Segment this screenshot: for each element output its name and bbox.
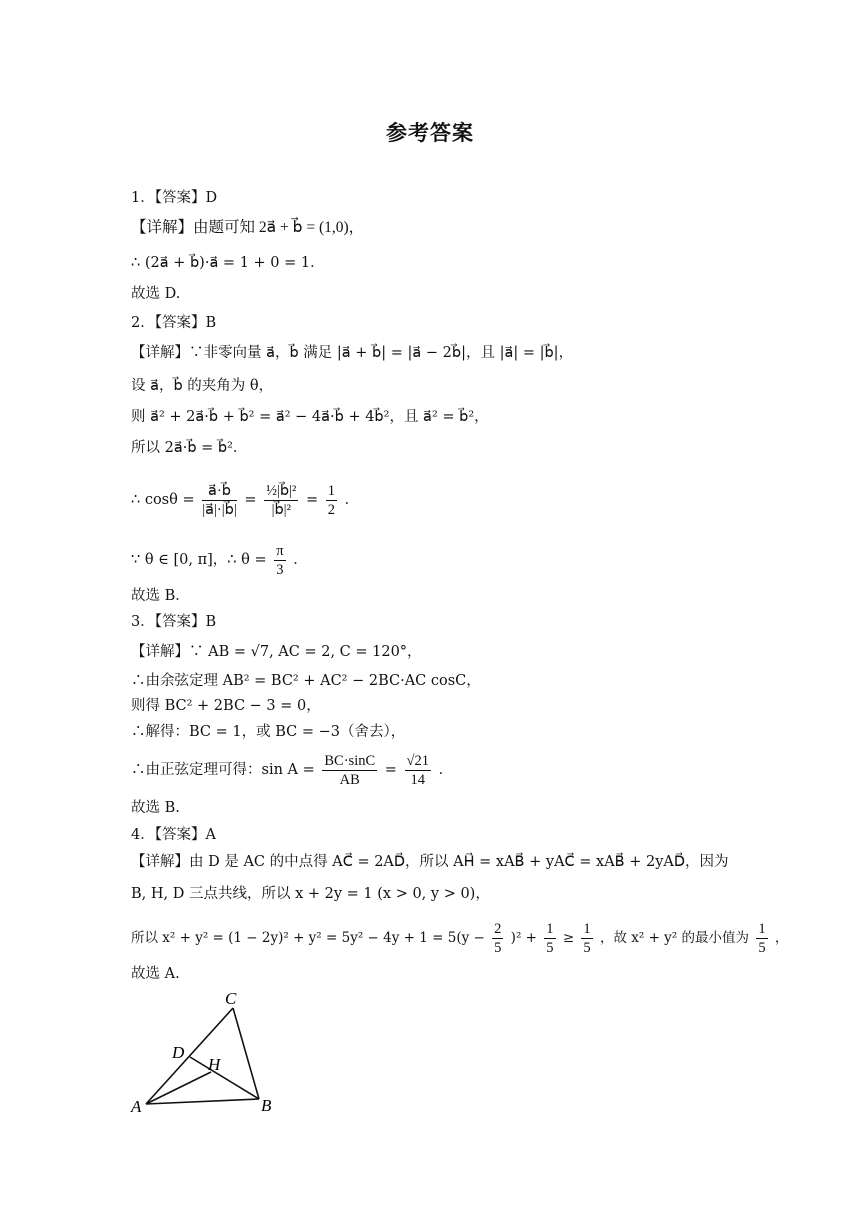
q4-min bbox=[131, 916, 788, 960]
q2-theta bbox=[131, 540, 308, 580]
page-title: 参考答案 bbox=[386, 121, 474, 145]
frac-denominator: 14 bbox=[410, 771, 425, 788]
q2-detail: 【详解】∵非零向量 a⃗，b⃗ 满足 |a⃗ + b⃗| = |a⃗ − 2b⃗|，且 |a⃗| = |b⃗|， bbox=[131, 345, 574, 361]
q2-cos-frac-3 bbox=[326, 482, 337, 519]
frac-denominator: |a⃗|·|b⃗| bbox=[202, 501, 237, 518]
q2-simplify: 所以 2a⃗·b⃗ = b⃗²． bbox=[131, 440, 248, 456]
q3-sine-lhs: ∴由正弦定理可得：sin A = bbox=[131, 762, 315, 778]
frac-denominator: 5 bbox=[494, 940, 502, 956]
q3-sine-frac-2 bbox=[405, 752, 431, 789]
q2-theta-lhs: ∵ θ ∈ [0, π]，∴ θ = bbox=[131, 552, 267, 568]
q2-cos-frac-1 bbox=[202, 482, 237, 519]
period: ． bbox=[344, 492, 360, 508]
q3-detail: 【详解】∵ AB = √7, AC = 2, C = 120°， bbox=[131, 644, 422, 660]
comma: ， bbox=[774, 930, 789, 946]
frac-denominator: 5 bbox=[758, 940, 766, 956]
frac-numerator: 1 bbox=[758, 921, 766, 937]
q4-min-frac-4 bbox=[756, 920, 767, 957]
q4-detail: 【详解】由 D 是 AC 的中点得 AC⃗ = 2AD⃗，所以 AH⃗ = xAB⃗ + yAC⃗ = xAB⃗ + 2yAD⃗，因为 bbox=[131, 854, 729, 870]
q4-min-lhs: 所以 x² + y² = (1 − 2y)² + y² = 5y² − 4y + 1 = 5(y − bbox=[131, 930, 485, 946]
frac-numerator: ½|b⃗|² bbox=[266, 482, 297, 499]
period: ． bbox=[438, 762, 454, 778]
q3-sine-frac-1 bbox=[322, 752, 377, 789]
q4-choice: 故选 A. bbox=[131, 966, 180, 982]
q2-cos bbox=[131, 470, 359, 530]
label-d: D bbox=[172, 1043, 185, 1062]
segment-ah bbox=[146, 1072, 211, 1104]
q4-collinear: B, H, D 三点共线，所以 x + 2y = 1 (x > 0, y > 0)， bbox=[131, 886, 490, 902]
q3-equation: 则得 BC² + 2BC − 3 = 0， bbox=[131, 698, 321, 714]
q3-solve: ∴解得：BC = 1，或 BC = −3（舍去）， bbox=[131, 724, 406, 740]
q2-choice: 故选 B． bbox=[131, 588, 190, 604]
period: ． bbox=[293, 552, 308, 568]
q1-choice: 故选 D. bbox=[131, 286, 181, 302]
equals-sign: = bbox=[305, 492, 319, 508]
frac-denominator: 2 bbox=[327, 501, 335, 518]
label-a: A bbox=[131, 1097, 142, 1116]
q2-theta-frac bbox=[274, 542, 285, 579]
frac-denominator: 5 bbox=[546, 940, 554, 956]
q3-choice: 故选 B. bbox=[131, 800, 180, 816]
label-c: C bbox=[225, 989, 237, 1008]
q2-angle: 设 a⃗，b⃗ 的夹角为 θ， bbox=[131, 378, 274, 394]
q1-answer: 1．【答案】D bbox=[131, 190, 218, 206]
q3-sine-law bbox=[131, 748, 453, 792]
q4-min-frac-3 bbox=[581, 920, 592, 957]
q2-cos-lhs: ∴ cosθ = bbox=[131, 492, 195, 508]
q3-answer: 3．【答案】B bbox=[131, 614, 217, 630]
frac-numerator: a⃗·b⃗ bbox=[202, 482, 237, 501]
frac-denominator: 3 bbox=[276, 561, 284, 578]
q4-min-frac-2 bbox=[544, 920, 555, 957]
q2-expand: 则 a⃗² + 2a⃗·b⃗ + b⃗² = a⃗² − 4a⃗·b⃗ + 4b⃗²，且 a⃗² = b⃗²， bbox=[131, 409, 489, 425]
label-h: H bbox=[208, 1055, 221, 1074]
triangle-figure bbox=[125, 985, 295, 1120]
frac-denominator: |b⃗|² bbox=[271, 501, 291, 518]
ge-sign: ≥ bbox=[562, 930, 575, 946]
label-b: B bbox=[261, 1096, 272, 1115]
q2-answer: 2．【答案】B bbox=[131, 315, 217, 331]
frac-numerator: 2 bbox=[494, 921, 502, 937]
frac-numerator: √21 bbox=[406, 752, 429, 769]
q4-min-text: ，故 x² + y² 的最小值为 bbox=[599, 930, 750, 946]
equals-sign: = bbox=[244, 492, 257, 508]
frac-denominator: AB bbox=[339, 771, 360, 788]
q4-min-frac-1 bbox=[492, 920, 503, 957]
q1-calc: ∴ (2a⃗ + b⃗)·a⃗ = 1 + 0 = 1． bbox=[131, 255, 325, 271]
q1-detail: 【详解】由题可知 2a⃗ + b⃗ = (1,0)， bbox=[131, 219, 365, 236]
frac-denominator: 5 bbox=[583, 940, 591, 956]
frac-numerator: 1 bbox=[583, 921, 591, 937]
frac-numerator: 1 bbox=[327, 482, 335, 499]
q2-cos-frac-2 bbox=[264, 482, 298, 519]
q3-cosine-law: ∴由余弦定理 AB² = BC² + AC² − 2BC·AC cosC， bbox=[131, 673, 481, 689]
segment-ab bbox=[146, 1099, 259, 1104]
frac-numerator: π bbox=[276, 542, 284, 559]
q4-answer: 4．【答案】A bbox=[131, 827, 216, 843]
equals-sign: = bbox=[384, 762, 397, 778]
frac-numerator: BC·sinC bbox=[324, 752, 376, 769]
frac-numerator: 1 bbox=[546, 921, 554, 937]
q4-min-mid: )² + bbox=[510, 930, 537, 946]
